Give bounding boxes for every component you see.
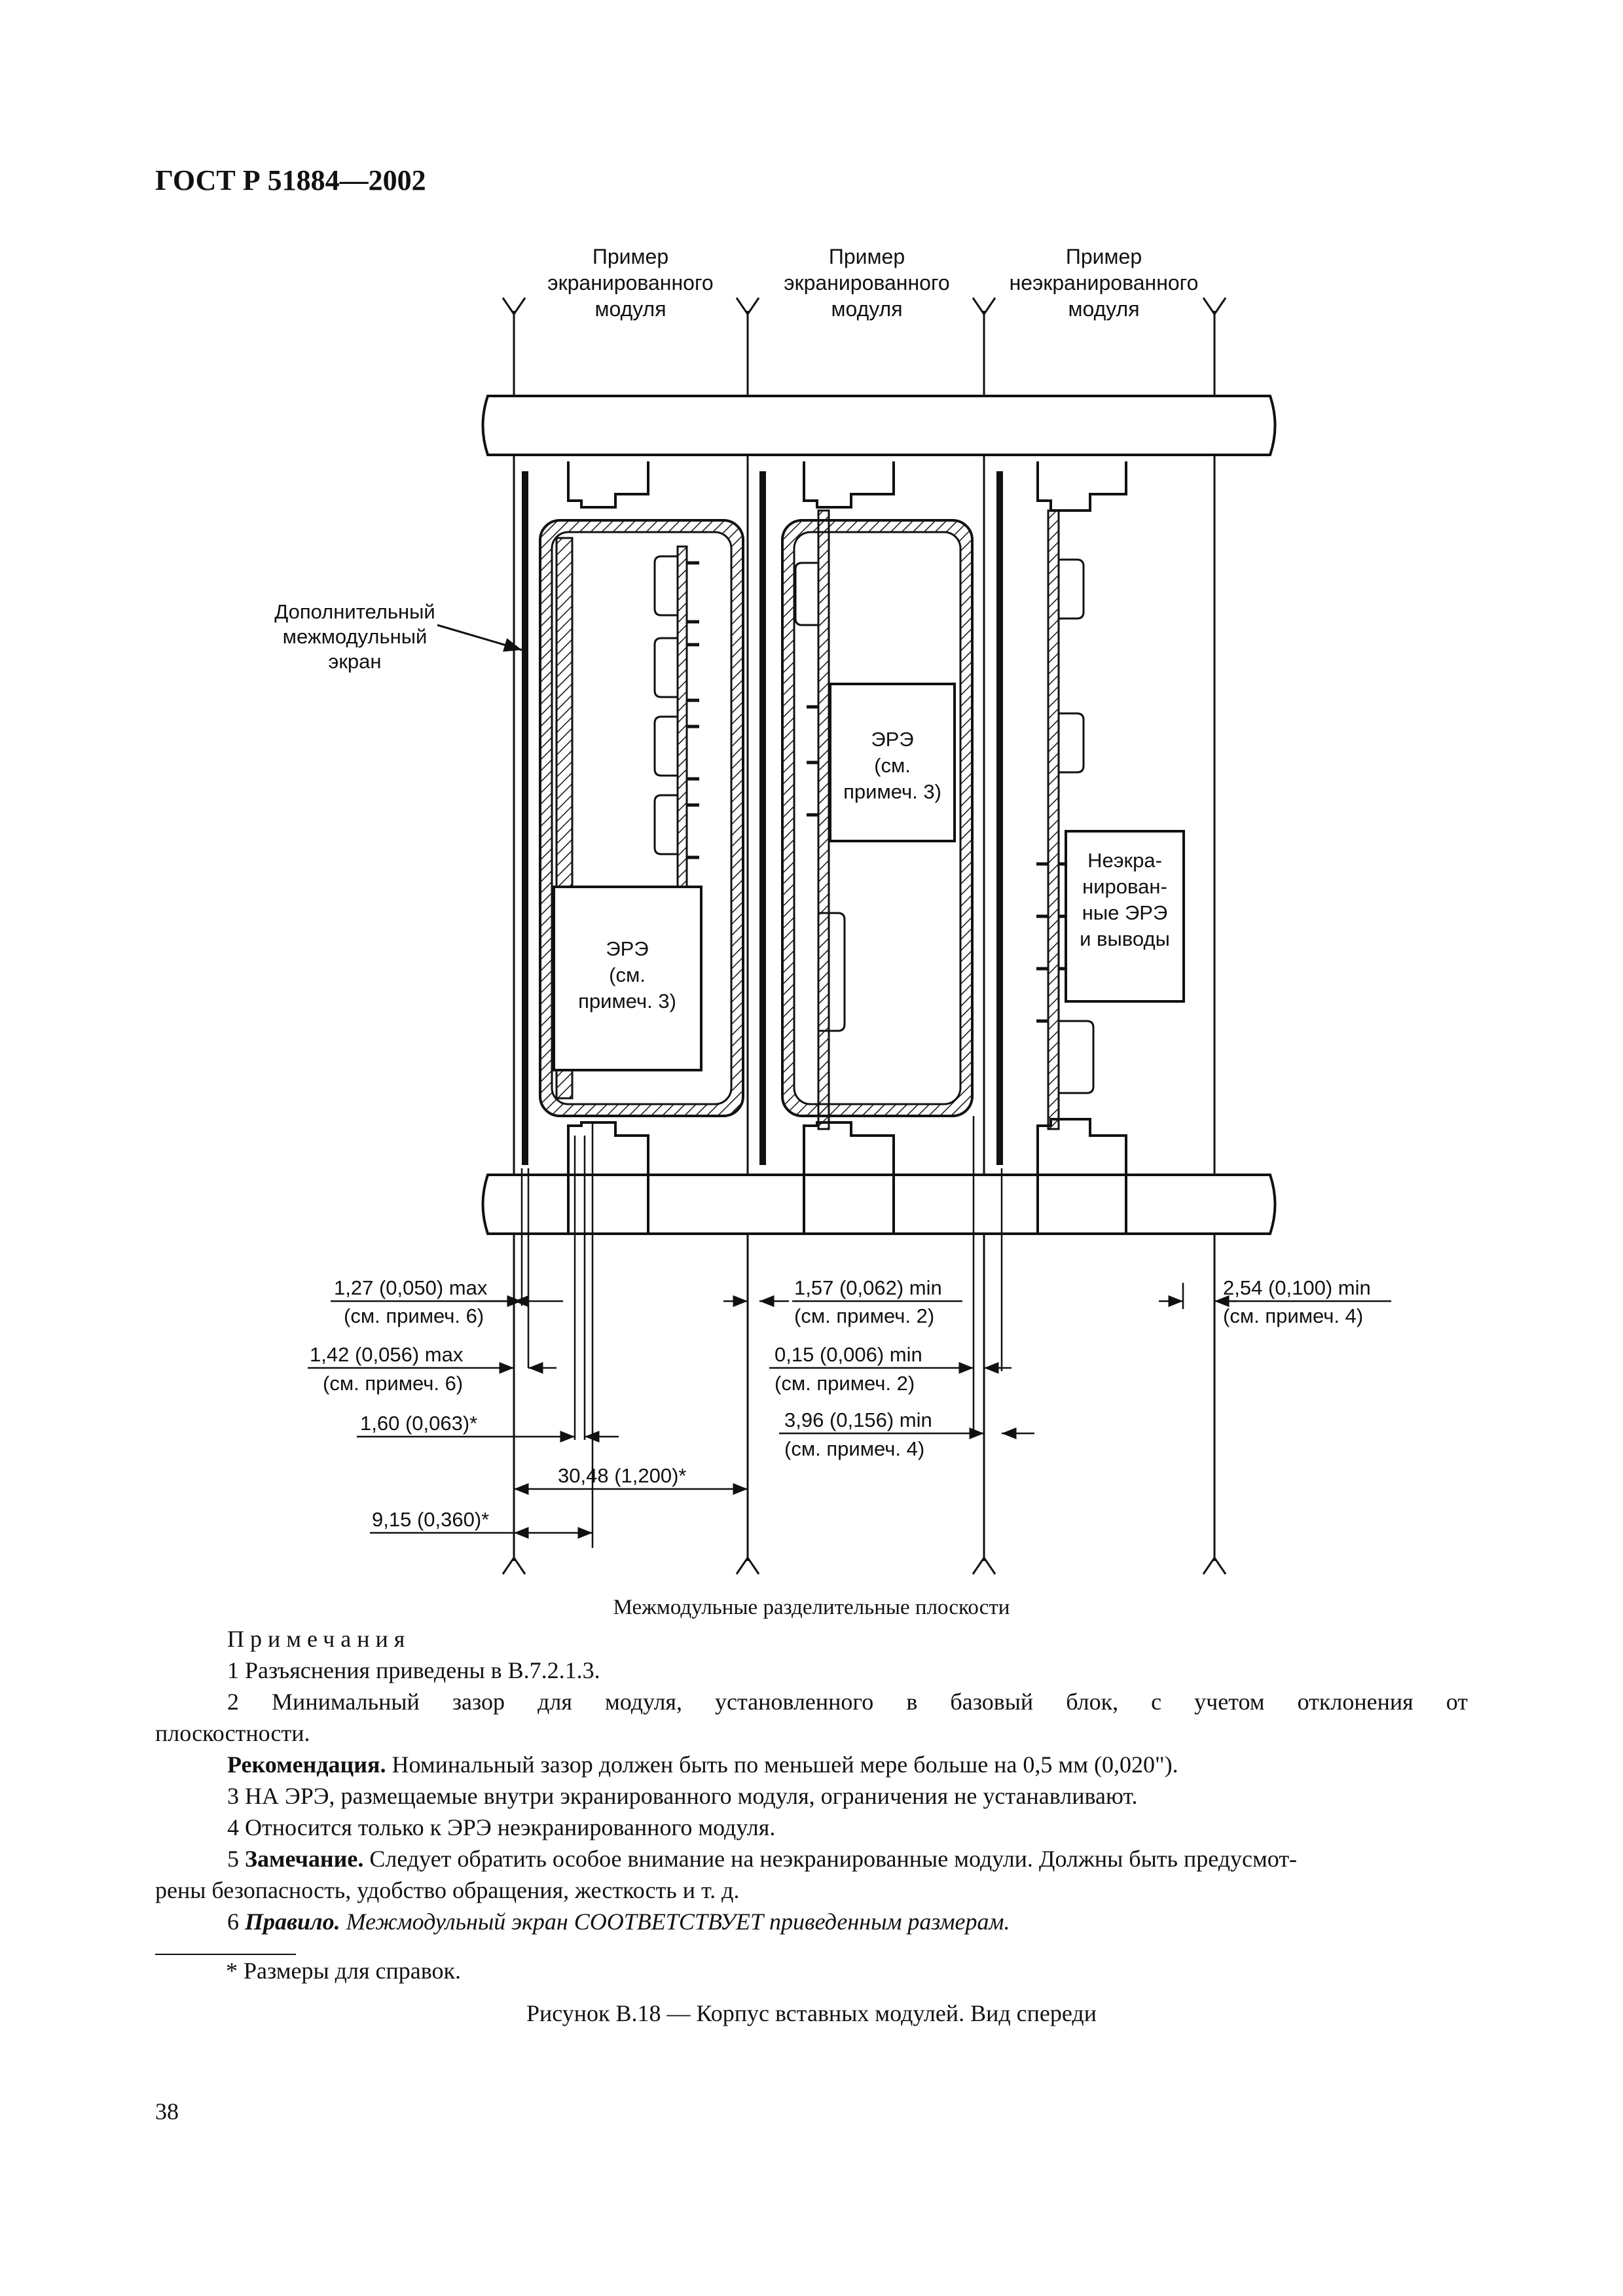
ere-label-1-l1: ЭРЭ (606, 937, 649, 960)
footnote: * Размеры для справок. (226, 1958, 461, 1984)
page-number: 38 (155, 2098, 179, 2125)
col3-label-l2: неэкранированного (1009, 271, 1199, 295)
side-label-l3: экран (328, 650, 382, 673)
shielded-module-2 (782, 461, 972, 1234)
dim-5-value: 9,15 (0,360)* (372, 1508, 490, 1531)
unshielded-label-l3: ные ЭРЭ (1082, 901, 1168, 924)
dim-6-value: 1,57 (0,062) min (794, 1276, 942, 1299)
note-2-line-1: 2 Минимальный зазор для модуля, установленного в базовый блок, с учетом отклонения от (227, 1689, 1468, 1715)
unshielded-label-l2: нирован- (1082, 875, 1167, 898)
recommendation (155, 1749, 1468, 1780)
col1-label-l1: Пример (592, 245, 669, 268)
note-6 (155, 1906, 1468, 1937)
ere-label-1-l3: примеч. 3) (578, 990, 676, 1013)
unshielded-label-l1: Неэкра- (1087, 849, 1162, 872)
note-5-text: Следует обратить особое внимание на неэкранированные модули. Должны быть предусмот- (363, 1846, 1298, 1872)
footnote-rule (155, 1954, 296, 1955)
note-2-line-2: плоскостности. (155, 1720, 310, 1746)
dim-9-ref: (см. примеч. 4) (1223, 1304, 1364, 1327)
dim-6-ref: (см. примеч. 2) (794, 1304, 935, 1327)
note-3: 3 НА ЭРЭ, размещаемые внутри экранированного модуля, ограничения не устанавливают. (227, 1783, 1138, 1809)
col2-label-l3: модуля (831, 297, 903, 321)
ere-label-2-l1: ЭРЭ (871, 728, 914, 751)
notes-block (155, 1623, 1468, 1937)
dim-7-ref: (см. примеч. 2) (775, 1372, 915, 1395)
note-4: 4 Относится только к ЭРЭ неэкранированного модуля. (227, 1814, 776, 1840)
dim-4-value: 30,48 (1,200)* (558, 1464, 687, 1487)
dim-1-value: 1,27 (0,050) max (334, 1276, 488, 1299)
dim-1-ref: (см. примеч. 6) (344, 1304, 484, 1327)
dim-3-value: 1,60 (0,063)* (360, 1412, 478, 1435)
side-label-l1: Дополнительный (274, 600, 435, 623)
recommendation-text: Номинальный зазор должен быть по меньшей мере больше на 0,5 мм (0,020"). (386, 1751, 1178, 1778)
dim-9-value: 2,54 (0,100) min (1223, 1276, 1371, 1299)
col2-label-l1: Пример (828, 245, 905, 268)
recommendation-label: Рекомендация. (227, 1751, 386, 1778)
notes-heading: Примечания (227, 1626, 411, 1652)
note-5-number: 5 (227, 1846, 245, 1872)
col3-label-l3: модуля (1068, 297, 1140, 321)
unshielded-module (1036, 461, 1184, 1234)
note-1: 1 Разъяснения приведены в В.7.2.1.3. (227, 1657, 600, 1683)
shielded-module-1 (540, 461, 743, 1234)
note-6-label: Правило. (245, 1909, 340, 1935)
document-header: ГОСТ Р 51884—2002 (155, 164, 426, 196)
dim-7-value: 0,15 (0,006) min (775, 1343, 922, 1366)
dim-8-ref: (см. примеч. 4) (784, 1437, 925, 1460)
col1-label-l2: экранированного (547, 271, 714, 295)
note-6-text: Межмодульный экран СООТВЕТСТВУЕТ приведенным размерам. (340, 1909, 1010, 1935)
note-5-label: Замечание. (245, 1846, 364, 1872)
side-label-leader (437, 625, 522, 650)
side-label-l2: межмодульный (282, 625, 428, 648)
ere-label-1-l2: (см. (609, 963, 646, 986)
unshielded-label-l4: и выводы (1080, 927, 1170, 950)
figure-caption: Рисунок В.18 — Корпус вставных модулей. Вид спереди (526, 2000, 1097, 2026)
ere-label-2-l3: примеч. 3) (843, 780, 941, 803)
dim-2-value: 1,42 (0,056) max (310, 1343, 464, 1366)
note-5-line-1 (155, 1843, 1468, 1874)
col3-label-l1: Пример (1065, 245, 1142, 268)
note-5-line-2: рены безопасность, удобство обращения, жесткость и т. д. (155, 1877, 740, 1903)
dim-8-value: 3,96 (0,156) min (784, 1408, 932, 1431)
ere-label-2-l2: (см. (874, 754, 911, 777)
note-6-number: 6 (227, 1909, 245, 1935)
dim-2-ref: (см. примеч. 6) (323, 1372, 464, 1395)
planes-caption: Межмодульные разделительные плоскости (613, 1596, 1010, 1619)
col1-label-l3: модуля (594, 297, 666, 321)
col2-label-l2: экранированного (784, 271, 950, 295)
